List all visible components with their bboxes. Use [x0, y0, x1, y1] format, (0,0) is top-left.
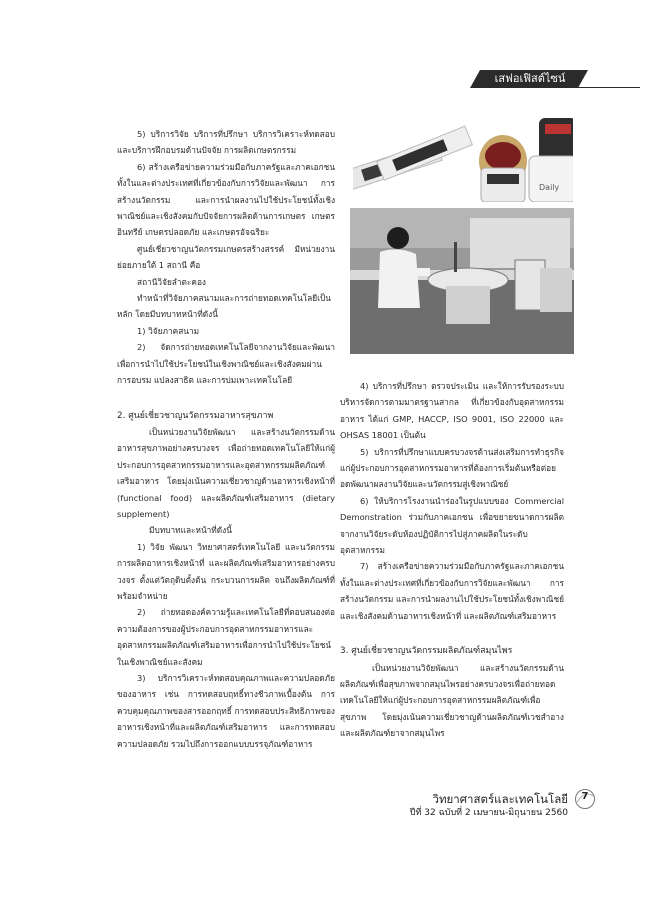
paragraph: มีบทบาทและหน้าที่ดังนี้ — [149, 525, 232, 536]
paragraph: 1) วิจัยภาคสนาม — [137, 325, 200, 336]
paragraph: 1) วิจัย พัฒนา วิทยาศาสตร์เทคโนโลยี และนวัตกรรมการผลิตอาหารเชิงหน้าที่ และผลิตภัณฑ์เสริมอาหารอย่างครบวงจร ตั้งแต่วัตถุดิบตั้งต้น กระบวนการผลิต จนถึงผลิตภัณฑ์ที่พร้อมจำหน่าย — [117, 541, 335, 601]
footer-journal-title: วิทยาศาสตร์และเทคโนโลยี — [432, 792, 568, 806]
paragraph: 6) ให้บริการโรงงานนำร่องในรูปแบบของ Commercial Demonstration ร่วมกับภาคเอกชน เพื่อขยายขนาดการผลิตจากงานวิจัยระดับห้องปฏิบัติการไปสู่ภาคผลิตในระดับอุตสาหกรรม — [340, 495, 564, 556]
paragraph-gap — [117, 389, 335, 399]
right-column — [340, 378, 564, 742]
left-column — [117, 126, 335, 752]
paragraph: ทำหน้าที่วิจัยภาคสนามและการถ่ายทอดเทคโนโลยีเป็นหลัก โดยมีบทบาทหน้าที่ดังนี้ — [117, 293, 331, 320]
paragraph: 5) บริการที่ปรึกษาแบบครบวงจรด้านส่งเสริมการทำธุรกิจ แก่ผู้ประกอบการอุตสาหกรรมอาหารที่ต้องการเริ่มต้นหรือต่อยอดพัฒนาผลงานวิจัยและนวัตกรรมสู่เชิงพาณิชย์ — [340, 446, 564, 490]
paragraph: เป็นหน่วยงานวิจัยพัฒนา และสร้างนวัตกรรมด้านอาหารสุขภาพอย่างครบวงจร เพื่อถ่ายทอดเทคโนโลยีให้แก่ผู้ประกอบการอุตสาหกรรมอาหารและอุตสาหกรรมผลิตภัณฑ์เสริมอาหาร โดยมุ่งเน้นความเชี่ยวชาญด้านอาหารเชิงหน้าที่ (functional food) และผลิตภัณฑ์เสริมอาหาร (dietary supplement) — [117, 426, 335, 519]
paragraph-gap — [340, 624, 564, 634]
paragraph: 5) บริการวิจัย บริการที่ปรึกษา บริการวิเคราะห์ทดสอบและบริการฝึกอบรมด้านปัจจัย การผลิตเกษตรกรรม — [117, 129, 335, 156]
section-header-label: เสฟอเฟิสต์ไซน์ — [494, 72, 566, 85]
paragraph: 6) สร้างเครือข่ายความร่วมมือกับภาครัฐและภาคเอกชนทั้งในและต่างประเทศที่เกี่ยวข้องกับการวิจัยและพัฒนา การสร้างนวัตกรรม และการนำผลงานไปใช้ประโยชน์ทั้งเชิงพาณิชย์และเชิงสังคมกับปัจจัยการผลิตด้านการเกษตร เกษตรอินทรีย์ เกษตรปลอดภัย และเกษตรอัจฉริยะ — [117, 161, 335, 238]
lab-photo-drawing — [350, 208, 574, 354]
paragraph: สถานีวิจัยลำตะคอง — [137, 276, 206, 287]
paragraph: ศูนย์เชี่ยวชาญนวัตกรรมเกษตรสร้างสรรค์ มีหน่วยงานย่อยภายใต้ 1 สถานี คือ — [117, 243, 335, 271]
footer — [410, 792, 568, 820]
section-heading: 2. ศูนย์เชี่ยวชาญนวัตกรรมอาหารสุขภาพ — [117, 410, 274, 421]
paragraph: 7) สร้างเครือข่ายความร่วมมือกับภาครัฐและภาคเอกชนทั้งในและต่างประเทศที่เกี่ยวข้องกับการวิจัยและพัฒนา การสร้างนวัตกรรม และการนำผลงานไปใช้ประโยชน์ทั้งเชิงพาณิชย์และเชิงสังคมด้านอาหารเชิงหน้าที่ และผลิตภัณฑ์เสริมอาหาร — [340, 561, 564, 621]
paragraph: 2) จัดการถ่ายทอดเทคโนโลยีจากงานวิจัยและพัฒนาเพื่อการนำไปใช้ประโยชน์ในเชิงพาณิชย์และเชิงสังคมผ่านการอบรม แปลงสาธิต และการบ่มเพาะเทคโนโลยี — [117, 342, 335, 386]
page-number: 7 — [581, 791, 589, 802]
product-photo-drawing — [353, 116, 573, 202]
product-label-text: Daily — [539, 183, 560, 192]
footer-issue: ปีที่ 32 ฉบับที่ 2 เมษายน-มิถุนายน 2560 — [409, 808, 568, 818]
paragraph: 2) ถ่ายทอดองค์ความรู้และเทคโนโลยีที่ตอบสนองต่อความต้องการของผู้ประกอบการอุตสาหกรรมอาหารและอุตสาหกรรมผลิตภัณฑ์เสริมอาหารเพื่อการนำไปใช้ประโยชน์ในเชิงพาณิชย์และสังคม — [117, 607, 335, 667]
section-header-rule — [578, 87, 640, 88]
paragraph: 3) บริการวิเคราะห์ทดสอบคุณภาพและความปลอดภัยของอาหาร เช่น การทดสอบฤทธิ์ทางชีวภาพเบื้องต้น การควบคุมคุณภาพของสารออกฤทธิ์ การทดสอบประสิทธิภาพของอาหารเชิงหน้าที่และผลิตภัณฑ์เสริมอาหาร และการทดสอบความปลอดภัย รวมไปถึงการออกแบบบรรจุภัณฑ์อาหาร — [117, 673, 335, 749]
paragraph: 4) บริการที่ปรึกษา ตรวจประเมิน และให้การรับรองระบบบริหารจัดการตามมาตรฐานสากล ที่เกี่ยวข้องกับอุตสาหกรรมอาหาร ได้แก่ GMP, HACCP, ISO 9001, ISO 22000 และ OHSAS 18001 เป็นต้น — [340, 381, 564, 441]
paragraph: เป็นหน่วยงานวิจัยพัฒนา และสร้างนวัตกรรมด้านผลิตภัณฑ์เพื่อสุขภาพจากสมุนไพรอย่างครบวงจรเพื่อถ่ายทอดเทคโนโลยีให้แก่ผู้ประกอบการอุตสาหกรรมผลิตภัณฑ์เพื่อสุขภาพ โดยมุ่งเน้นความเชี่ยวชาญด้านผลิตภัณฑ์เวชสำอางและผลิตภัณฑ์ยาจากสมุนไพร — [340, 662, 564, 739]
section-heading: 3. ศูนย์เชี่ยวชาญนวัตกรรมผลิตภัณฑ์สมุนไพร — [340, 646, 513, 657]
product-photo — [353, 116, 573, 202]
lab-photo — [350, 208, 574, 354]
